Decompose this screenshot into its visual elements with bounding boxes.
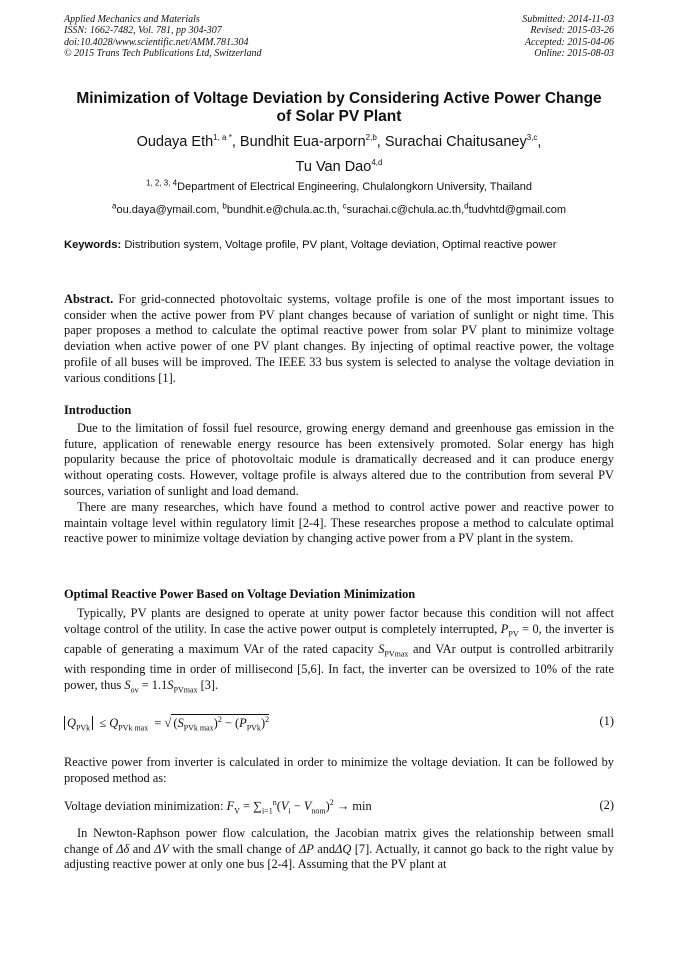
email-marker: d (464, 201, 469, 211)
intro-paragraph-1: Due to the limitation of fossil fuel resource, growing energy demand and greenhouse gas emission in the future, application of renewable energy resource has been extensively promoted. Solar energy has high popularity because the price of photovoltaic module is dramatically decreased and it can produce energy without operating costs. However, voltage profile is always altered due to the contribution from several PV sources, variation of sunlight and load demand. (64, 421, 614, 498)
author-emails (60, 201, 618, 216)
author-marker: 3,c (526, 133, 538, 143)
section2-paragraph-2: Reactive power from inverter is calculated in order to minimize the voltage deviation. It can be followed by proposed method as: (64, 755, 614, 785)
paragraph-text: [3]. (197, 677, 219, 692)
author-marker: 1, a * (213, 133, 232, 143)
section2-paragraph-1 (64, 606, 614, 698)
keywords-label: Keywords: (64, 239, 122, 251)
paragraph-text: and (313, 841, 336, 856)
author-list (60, 130, 618, 180)
math-subscript: PVmax (173, 685, 198, 695)
journal-header-right (522, 14, 614, 60)
math-subscript: ov (130, 685, 139, 695)
equation-number: (2) (599, 798, 614, 812)
math-symbol: ΔV (154, 841, 169, 856)
author-name: Oudaya Eth (136, 134, 214, 150)
author-name: , Bundhit Eua-arporn (231, 134, 366, 150)
email-link[interactable]: bundhit.e@chula.ac.th, (226, 204, 343, 216)
math-symbol: S (378, 641, 385, 656)
abstract-text: For grid-connected photovoltaic systems, voltage profile is one of the most important issues to consider when the active power from PV plant changes because of variation of sunlight or night time. This paper proposes a method to calculate the optimal reactive power from solar PV plant to minimize voltage deviation when active power of one PV plant changes. By injecting of optimal reactive power, the voltage profile of all buses will be improved. The IEEE 33 bus system is selected to analyse the voltage deviation in various conditions [1]. (64, 292, 614, 385)
author-line-2 (60, 155, 618, 180)
email-marker: c (342, 201, 347, 211)
math-symbol: P (500, 621, 509, 636)
author-name: Tu Van Dao (295, 159, 372, 175)
author-marker: 4,d (371, 158, 383, 168)
online-date: Online: 2015-08-03 (534, 48, 614, 60)
keywords (64, 238, 614, 252)
equation-2 (64, 798, 614, 816)
issn-line: ISSN: 1662-7482, Vol. 781, pp 304-307 (64, 25, 222, 37)
paragraph-text: In Newton-Raphson power flow calculation, the Jacobian matrix gives the relationship between small change of (64, 826, 614, 856)
submitted-date: Submitted: 2014-11-03 (522, 14, 614, 25)
abstract (64, 292, 614, 386)
email-marker: b (222, 201, 227, 211)
author-name: , Surachai Chaitusaney (376, 134, 527, 150)
paragraph-text: = 1.1 (138, 677, 168, 692)
email-marker: a (112, 201, 117, 211)
paragraph-text: and (129, 841, 155, 856)
paragraph-text: and VAr output is controlled arbitrarily with responding time in order of millisecond [5,6]. In fact, the inverter can be oversized to 10% of the rate power, thus (64, 641, 614, 692)
equation-2-body: $F_V = \sum_{i=1}^n(V_i - V_{nom})^2 \to \min$ (226, 798, 372, 816)
math-symbol: ΔQ (335, 841, 352, 856)
journal-name: Applied Mechanics and Materials (64, 14, 200, 25)
revised-date: Revised: 2015-03-26 (530, 25, 614, 37)
title-line-1: Minimization of Voltage Deviation by Considering Active Power Change (76, 90, 602, 107)
section2-paragraph-3 (64, 826, 614, 873)
math-subscript: PVmax (384, 649, 409, 659)
paragraph-text: Typically, PV plants are designed to operate at unity power factor because this condition will not affect voltage control of the utility. In case the active power output is completely interrupted, (64, 606, 614, 636)
author-marker: 2,b (365, 133, 377, 143)
keywords-text: Distribution system, Voltage profile, PV plant, Voltage deviation, Optimal reactive power (124, 239, 557, 251)
paragraph-text: = 0, the inverter is capable of generating a maximum VAr of the rated capacity (64, 621, 614, 656)
affiliation-marker: 1, 2, 3, 4 (146, 178, 178, 188)
paragraph-text: with the small change of (168, 841, 299, 856)
equation-1 (64, 714, 614, 733)
doi-line: doi:10.4028/www.scientific.net/AMM.781.304 (64, 36, 249, 48)
author-separator: , (537, 134, 542, 150)
affiliation (60, 178, 618, 193)
equation-1-body: $Q_{PVk} \le Q_{PVk max}$ = √ $(S_{PVk max})^2 - (P_{PVk})^2$ (64, 716, 269, 730)
equation-2-label: Voltage deviation minimization: (64, 799, 224, 814)
abstract-label: Abstract. (64, 292, 114, 306)
math-symbol: S (167, 677, 174, 692)
math-symbol: Δδ (116, 841, 130, 856)
copyright-line: © 2015 Trans Tech Publications Ltd, Switzerland (64, 48, 262, 60)
math-symbol: ΔP (298, 841, 314, 856)
title-line-2: of Solar PV Plant (276, 108, 402, 125)
paper-title (60, 90, 618, 126)
email-link[interactable]: surachai.c@chula.ac.th, (346, 204, 465, 216)
paragraph-text: [7]. Actually, it cannot go back to the right value by adjusting reactive power at only one bus [2-4]. Assuming that the PV plant at (64, 841, 614, 872)
email-link[interactable]: tudvhtd@gmail.com (468, 204, 566, 216)
journal-header-left (64, 14, 262, 60)
affiliation-text: Department of Electrical Engineering, Chulalongkorn University, Thailand (177, 181, 532, 193)
math-subscript: PV (508, 629, 519, 639)
section-heading-introduction: Introduction (64, 403, 132, 417)
section-heading-optimal-reactive-power: Optimal Reactive Power Based on Voltage Deviation Minimization (64, 587, 416, 601)
accepted-date: Accepted: 2015-04-06 (524, 36, 614, 48)
intro-paragraph-2: There are many researches, which have found a method to control active power and reactive power to maintain voltage level within regulatory limit [2-4]. These researches propose a method to calculate optimal reactive power to minimize voltage deviation by changing active power from a PV plant in the system. (64, 500, 614, 546)
author-line-1 (60, 130, 618, 155)
email-link[interactable]: ou.daya@ymail.com, (116, 204, 223, 216)
math-symbol: S (124, 677, 131, 692)
equation-number: (1) (599, 714, 614, 728)
